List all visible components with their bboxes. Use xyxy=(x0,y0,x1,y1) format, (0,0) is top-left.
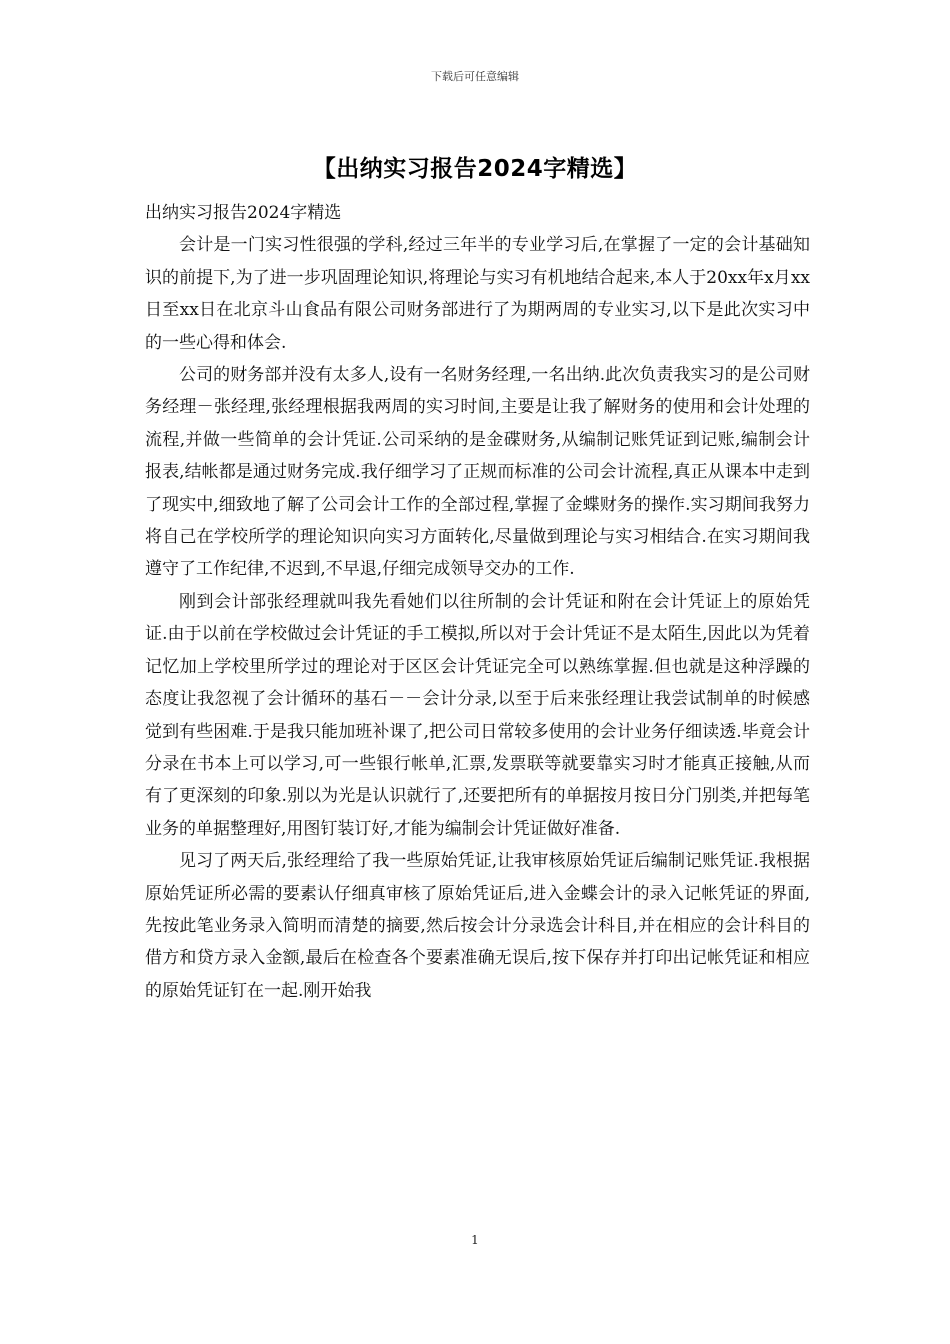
body-paragraph-2: 公司的财务部并没有太多人,设有一名财务经理,一名出纳.此次负责我实习的是公司财务经理－张经理,张经理根据我两周的实习时间,主要是让我了解财务的使用和会计处理的流程,并做一些简单的会计凭证.公司采纳的是金碟财务,从编制记账凭证到记账,编制会计报表,结帐都是通过财务完成.我仔细学习了正规而标准的公司会计流程,真正从课本中走到了现实中,细致地了解了公司会计工作的全部过程,掌握了金蝶财务的操作.实习期间我努力将自己在学校所学的理论知识向实习方面转化,尽量做到理论与实习相结合.在实习期间我遵守了工作纪律,不迟到,不早退,仔细完成领导交办的工作. xyxy=(145,365,810,580)
page-number: 1 xyxy=(471,1233,479,1247)
document-title: 【出纳实习报告2024字精选】 xyxy=(312,156,638,182)
body-paragraph-1: 会计是一门实习性很强的学科,经过三年半的专业学习后,在掌握了一定的会计基础知识的前提下,为了进一步巩固理论知识,将理论与实习有机地结合起来,本人于20xx年x月xx日至xx日在北京斗山食品有限公司财务部进行了为期两周的专业实习,以下是此次实习中的一些心得和体会. xyxy=(145,235,810,353)
document-subtitle: 出纳实习报告2024字精选 xyxy=(145,203,342,223)
document-body xyxy=(145,197,810,1007)
page-header-note: 下载后可任意编辑 xyxy=(431,70,519,83)
body-paragraph-3: 刚到会计部张经理就叫我先看她们以往所制的会计凭证和附在会计凭证上的原始凭证.由于以前在学校做过会计凭证的手工模拟,所以对于会计凭证不是太陌生,因此以为凭着记忆加上学校里所学过的理论对于区区会计凭证完全可以熟练掌握.但也就是这种浮躁的态度让我忽视了会计循环的基石－－会计分录,以至于后来张经理让我尝试制单的时候感觉到有些困难.于是我只能加班补课了,把公司日常较多使用的会计业务仔细读透.毕竟会计分录在书本上可以学习,可一些银行帐单,汇票,发票联等就要靠实习时才能真正接触,从而有了更深刻的印象.别以为光是认识就行了,还要把所有的单据按月按日分门别类,并把每笔业务的单据整理好,用图钉装订好,才能为编制会计凭证做好准备. xyxy=(145,591,810,839)
body-paragraph-4: 见习了两天后,张经理给了我一些原始凭证,让我审核原始凭证后编制记账凭证.我根据原始凭证所必需的要素认仔细真审核了原始凭证后,进入金蝶会计的录入记帐凭证的界面,先按此笔业务录入简明而清楚的摘要,然后按会计分录选会计科目,并在相应的会计科目的借方和贷方录入金额,最后在检查各个要素准确无误后,按下保存并打印出记帐凭证和相应的原始凭证钉在一起.刚开始我 xyxy=(145,851,810,1001)
